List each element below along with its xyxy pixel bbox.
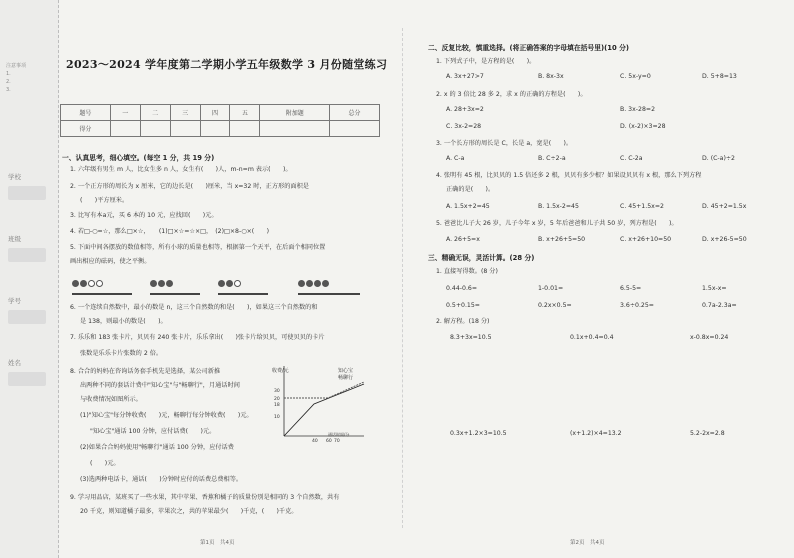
section-3-heading: 三、精确无误，灵活计算。(28 分) xyxy=(428,254,535,262)
score-cell[interactable] xyxy=(230,121,260,137)
balance-figure xyxy=(72,272,132,286)
ball-icon xyxy=(80,280,87,287)
calc-2-heading: 2. 解方程。(18 分) xyxy=(436,318,490,325)
chart-xtick: 70 xyxy=(334,439,340,442)
score-cell: 四 xyxy=(200,105,230,121)
binding-margin xyxy=(0,0,59,558)
choice-2-option: A. 28+3x=2 xyxy=(446,106,484,113)
question-9: 9. 学习用品店，某班买了一些水果，其中苹果、香蕉和橘子的质量份别是相同的 3 个自然数，共有 xyxy=(70,494,340,501)
score-cell[interactable] xyxy=(330,121,380,137)
balance-beam-icon xyxy=(72,293,132,295)
ball-icon xyxy=(226,280,233,287)
call-fee-chart xyxy=(268,362,368,442)
score-cell: 总分 xyxy=(330,105,380,121)
calc-item: 0.7a-2.3a= xyxy=(702,302,737,309)
question-7-cont: 张数是乐乐卡片张数的 2 倍。 xyxy=(80,350,163,357)
chart-ytick: 30 xyxy=(274,389,280,394)
balance-beam-icon xyxy=(298,293,360,295)
calc-item: 1-0.01= xyxy=(538,285,564,292)
ball-icon xyxy=(166,280,173,287)
choice-1: 1. 下列式子中，是方程的是( )。 xyxy=(436,58,536,65)
binding-number-field xyxy=(8,310,46,324)
score-header-row xyxy=(61,105,380,121)
score-cell: 五 xyxy=(230,105,260,121)
section-2-heading: 二、反复比较，慎重选择。(将正确答案的字母填在括号里)(10 分) xyxy=(428,44,629,52)
choice-4: 4. 张明有 45 根，比贝贝的 1.5 倍还多 2 根，贝贝有多少根？如果设贝贝有 x 根，那么下列方程 xyxy=(436,172,702,179)
equation-item: x-0.8x=0.24 xyxy=(690,334,729,341)
choice-4-cont: 正确的是( )。 xyxy=(446,186,495,193)
equation-item: 8.3+3x=10.5 xyxy=(450,334,492,341)
balance-figure xyxy=(218,272,268,286)
question-5: 5. 下面中间各摆放的数值相等，所有小球的质量也相等，根据第一个天平，在后面个相同位置 xyxy=(70,244,326,251)
binding-notes xyxy=(6,62,26,94)
score-cell[interactable] xyxy=(140,121,170,137)
choice-2-option: B. 3x-28=2 xyxy=(620,106,656,113)
score-cell[interactable] xyxy=(260,121,330,137)
score-table xyxy=(60,104,380,137)
note-2: 2. xyxy=(6,79,11,85)
choice-4-option: C. 45+1.5x=2 xyxy=(620,203,664,210)
equation-item: 0.1x+0.4=0.4 xyxy=(570,334,614,341)
calc-item: 0.2x×0.5= xyxy=(538,302,572,309)
chart-legend-1: 知心宝 xyxy=(338,368,354,374)
calc-item: 3.6÷0.25= xyxy=(620,302,654,309)
page-footer-right: 第2页 共4页 xyxy=(570,540,605,546)
weight-icon xyxy=(88,280,95,287)
choice-5: 5. 爸爸比儿子大 26 岁，儿子今年 x 岁，5 年后爸爸和儿子共 50 岁，列方程是( )。 xyxy=(436,220,678,227)
score-cell: 二 xyxy=(140,105,170,121)
choice-2-option: C. 3x-2=28 xyxy=(446,123,482,130)
page-title: 2023～2024 学年度第二学期小学五年级数学 3 月份随堂练习 xyxy=(66,58,388,71)
score-value-row xyxy=(61,121,380,137)
section-1-heading: 一、认真思考，细心填空。(每空 1 分，共 19 分) xyxy=(62,154,215,162)
chart-xtick: 40 xyxy=(312,439,318,442)
score-cell[interactable] xyxy=(110,121,140,137)
calc-1-heading: 1. 直接写得数。(8 分) xyxy=(436,268,498,275)
chart-ytick: 10 xyxy=(274,415,280,420)
chart-legend-2: 畅聊行 xyxy=(338,375,354,381)
binding-label-school: 学校 xyxy=(8,173,21,181)
choice-1-option: A. 3x+27>7 xyxy=(446,73,484,80)
ball-icon xyxy=(298,280,305,287)
weight-icon xyxy=(234,280,241,287)
binding-class-field xyxy=(8,248,46,262)
binding-label-name: 姓名 xyxy=(8,359,21,367)
choice-4-option: A. 1.5x+2=45 xyxy=(446,203,490,210)
calc-item: 1.5x-x= xyxy=(702,285,727,292)
binding-label-number: 学号 xyxy=(8,297,21,305)
choice-5-option: A. 26+5=x xyxy=(446,236,480,243)
question-5-cont: 画出相应的砝码，使之平衡。 xyxy=(70,258,151,265)
choice-4-option: D. 45+2=1.5x xyxy=(702,203,747,210)
weight-icon xyxy=(96,280,103,287)
score-cell: 三 xyxy=(170,105,200,121)
choice-2-option: D. (x-2)×3=28 xyxy=(620,123,666,130)
question-8-part-2: (2)如果合合妈妈使用"畅聊行"通话 100 分钟，应付话费 xyxy=(80,444,234,451)
chart-xlabel: 通话时间/分 xyxy=(328,432,350,437)
balance-figure xyxy=(298,272,360,286)
question-8-cont: 出两种不同的套话计费中"知心宝"与"畅聊行"，月通话时间 xyxy=(80,382,240,389)
choice-5-option: C. x+26+10=50 xyxy=(620,236,672,243)
question-2-cont: ( )平方厘米。 xyxy=(80,197,129,204)
note-3: 3. xyxy=(6,87,11,93)
question-8-part-1b: "知心宝"通话 100 分钟，应付话费( )元。 xyxy=(90,428,216,435)
choice-3-option: B. C÷2-a xyxy=(538,155,566,162)
balance-beam-icon xyxy=(218,293,268,295)
equation-item: 0.3x+1.2×3=10.5 xyxy=(450,430,507,437)
choice-5-option: B. x+26+5=50 xyxy=(538,236,586,243)
score-cell[interactable] xyxy=(170,121,200,137)
chart-line-zhixinbao xyxy=(284,384,364,436)
choice-3-option: C. C-2a xyxy=(620,155,643,162)
choice-3-option: D. (C-a)÷2 xyxy=(702,155,735,162)
balance-figure xyxy=(150,272,200,286)
choice-3-option: A. C-a xyxy=(446,155,465,162)
question-8-part-2b: ( )元。 xyxy=(90,460,120,467)
ball-icon xyxy=(158,280,165,287)
note-1: 1. xyxy=(6,71,11,77)
choice-1-option: C. 5x-y=0 xyxy=(620,73,651,80)
ball-icon xyxy=(150,280,157,287)
binding-label-class: 班级 xyxy=(8,235,21,243)
page-divider xyxy=(402,28,403,528)
choice-1-option: D. 5+8=13 xyxy=(702,73,737,80)
calc-item: 6.5-5= xyxy=(620,285,642,292)
score-cell: 一 xyxy=(110,105,140,121)
question-3: 3. 比写有本a元，买 6 本的 10 元，应找回( )元。 xyxy=(70,212,218,219)
binding-name-field xyxy=(8,372,46,386)
ball-icon xyxy=(306,280,313,287)
page-footer-left: 第1页 共4页 xyxy=(200,540,235,546)
chart-xtick: 60 xyxy=(326,439,332,442)
question-8-part-3: (3)选两种电话卡，通话( )分钟时应付的话费总费相等。 xyxy=(80,476,243,483)
equation-item: 5.2-2x=2.8 xyxy=(690,430,725,437)
question-8: 8. 合合的妈妈在咨询话务套手机先是选择，某公司新推 xyxy=(70,368,221,375)
ball-icon xyxy=(72,280,79,287)
choice-2: 2. x 的 3 倍比 28 多 2，求 x 的正确的方程是( )。 xyxy=(436,91,587,98)
choice-1-option: B. 8x-3x xyxy=(538,73,564,80)
choice-3: 3. 一个长方形的周长是 C，长是 a，宽是( )。 xyxy=(436,140,573,147)
score-cell: 题号 xyxy=(61,105,111,121)
question-8-part-1: (1)"知心宝"每分钟收费( )元，畅聊行每分钟收费( )元。 xyxy=(80,412,253,419)
ball-icon xyxy=(322,280,329,287)
chart-ytick: 18 xyxy=(274,403,280,408)
balance-beam-icon xyxy=(150,293,200,295)
score-cell[interactable] xyxy=(200,121,230,137)
score-cell: 得分 xyxy=(61,121,111,137)
question-9-cont: 20 千克，则知道橘子最多，苹果次之，共的苹果最少( )千克，( )千克。 xyxy=(80,508,298,515)
choice-5-option: D. x+26-5=50 xyxy=(702,236,747,243)
binding-school-field xyxy=(8,186,46,200)
chart-line-changliaoxing xyxy=(284,382,364,398)
question-2: 2. 一个正方形的周长为 x 厘米，它的边长是( )厘米，当 x=32 时，正方形的面积是 xyxy=(70,183,309,190)
question-6-cont: 是 138，则最小的数是( )。 xyxy=(80,318,167,325)
equation-item: (x+1.2)×4=13.2 xyxy=(570,430,622,437)
calc-item: 0.44-0.6= xyxy=(446,285,478,292)
chart-ytick: 20 xyxy=(274,397,280,402)
choice-4-option: B. 1.5x-2=45 xyxy=(538,203,579,210)
question-8-cont: 与收费情况如图所示。 xyxy=(80,396,142,403)
score-cell: 附加题 xyxy=(260,105,330,121)
question-4: 4. 若□-○=☆，那么□×☆， (1)□×☆=☆×□， (2)□×8-○×( ) xyxy=(70,228,269,235)
ball-icon xyxy=(314,280,321,287)
question-7: 7. 乐乐和 183 张卡片，贝贝有 240 张卡片，乐乐拿出( )张卡片给贝贝，可使贝贝的卡片 xyxy=(70,334,325,341)
question-1: 1. 六年级有男生 m 人，比女生多 n 人，女生有( )人，m-n=m 表示( )。 xyxy=(70,166,292,173)
ball-icon xyxy=(218,280,225,287)
chart-ylabel: 收费/元 xyxy=(272,368,289,374)
calc-item: 0.5+0.15= xyxy=(446,302,480,309)
question-6: 6. 一个连续自然数中，最小的数是 n，这三个自然数的和是( )，如果这三个自然数的和 xyxy=(70,304,318,311)
notes-heading: 注意事项 xyxy=(6,63,27,69)
